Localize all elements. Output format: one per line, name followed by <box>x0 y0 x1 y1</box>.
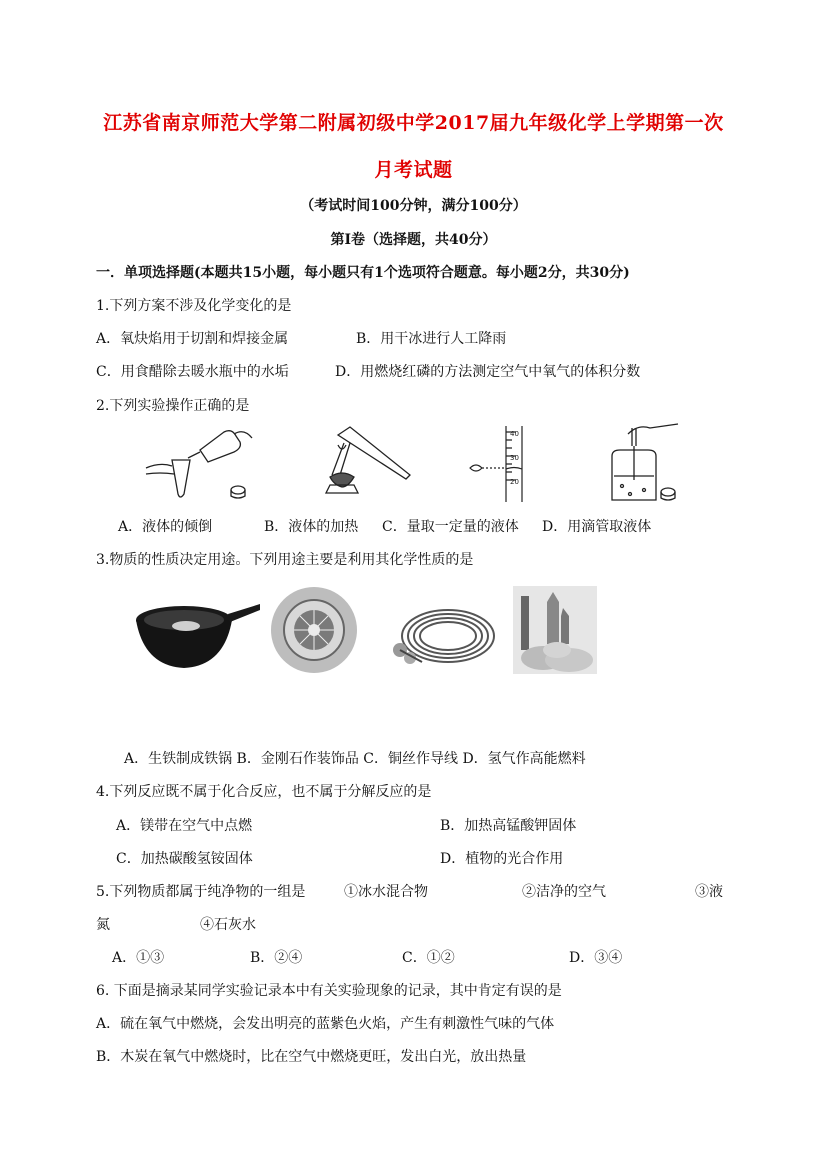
heating-liquid-illustration <box>318 423 412 503</box>
q5-option-a: A．①③ <box>112 950 165 966</box>
dropper-illustration <box>598 420 682 504</box>
q3-options: A．生铁制成铁锅 B．金刚石作装饰品 C．铜丝作导线 D．氢气作高能燃料 <box>124 751 586 767</box>
q5-item-2: ②洁净的空气 <box>522 884 606 900</box>
q5-item-3-part1: ③液 <box>695 884 723 900</box>
q2-option-d: D．用滴管取液体 <box>542 519 652 535</box>
q5-item-1: ①冰水混合物 <box>344 884 428 900</box>
q1-stem: 1.下列方案不涉及化学变化的是 <box>96 298 292 314</box>
q1-option-d: D．用燃烧红磷的方法测定空气中氧气的体积分数 <box>335 364 641 380</box>
q5-option-b: B．②④ <box>250 950 303 966</box>
document-title-line2: 月考试题 <box>374 159 453 181</box>
copper-wire-photo <box>382 596 500 670</box>
q6-option-b: B．木炭在氧气中燃烧时，比在空气中燃烧更旺，发出白光，放出热量 <box>96 1049 527 1065</box>
q3-stem: 3.物质的性质决定用途。下列用途主要是利用其化学性质的是 <box>96 552 474 568</box>
q1-option-b: B．用干冰进行人工降雨 <box>356 331 507 347</box>
q2-option-b: B．液体的加热 <box>264 519 359 535</box>
q5-option-c: C．①② <box>402 950 455 966</box>
exam-info: （考试时间100分钟，满分100分） <box>300 198 527 214</box>
q1-option-c: C．用食醋除去暖水瓶中的水垢 <box>96 364 289 380</box>
q6-option-a: A．硫在氧气中燃烧，会发出明亮的蓝紫色火焰，产生有刺激性气味的气体 <box>96 1016 555 1032</box>
iron-wok-photo <box>134 590 262 672</box>
q5-item-4: ④石灰水 <box>200 917 256 933</box>
rocket-launch-photo <box>513 586 597 674</box>
document-title-line1: 江苏省南京师范大学第二附属初级中学2017届九年级化学上学期第一次 <box>103 112 724 134</box>
q5-stem: 5.下列物质都属于纯净物的一组是 <box>96 884 306 900</box>
q5-option-d: D．③④ <box>569 950 623 966</box>
q1-option-a: A．氧炔焰用于切割和焊接金属 <box>96 331 289 347</box>
pouring-liquid-illustration <box>142 422 258 504</box>
q2-option-c: C．量取一定量的液体 <box>382 519 519 535</box>
q2-option-a: A．液体的倾倒 <box>118 519 213 535</box>
q4-option-a: A．镁带在空气中点燃 <box>116 818 253 834</box>
q4-stem: 4.下列反应既不属于化合反应，也不属于分解反应的是 <box>96 784 432 800</box>
cylinder-tick-20: 20 <box>510 478 519 486</box>
q4-option-d: D．植物的光合作用 <box>440 851 564 867</box>
diamond-ornament-photo <box>270 586 358 674</box>
section-heading: 一．单项选择题(本题共15小题，每小题只有1个选项符合题意。每小题2分，共30分) <box>96 265 630 281</box>
q6-stem: 6. 下面是摘录某同学实验记录本中有关实验现象的记录，其中肯定有误的是 <box>96 983 562 999</box>
cylinder-tick-30: 30 <box>510 454 519 462</box>
cylinder-tick-40: 40 <box>510 430 519 438</box>
q4-option-b: B．加热高锰酸钾固体 <box>440 818 577 834</box>
graduated-cylinder-illustration <box>466 424 536 504</box>
part-one-heading: 第Ⅰ卷（选择题，共40分） <box>330 232 497 248</box>
q2-stem: 2.下列实验操作正确的是 <box>96 398 250 414</box>
q5-item-3-part2: 氮 <box>96 917 110 933</box>
q4-option-c: C．加热碳酸氢铵固体 <box>116 851 253 867</box>
